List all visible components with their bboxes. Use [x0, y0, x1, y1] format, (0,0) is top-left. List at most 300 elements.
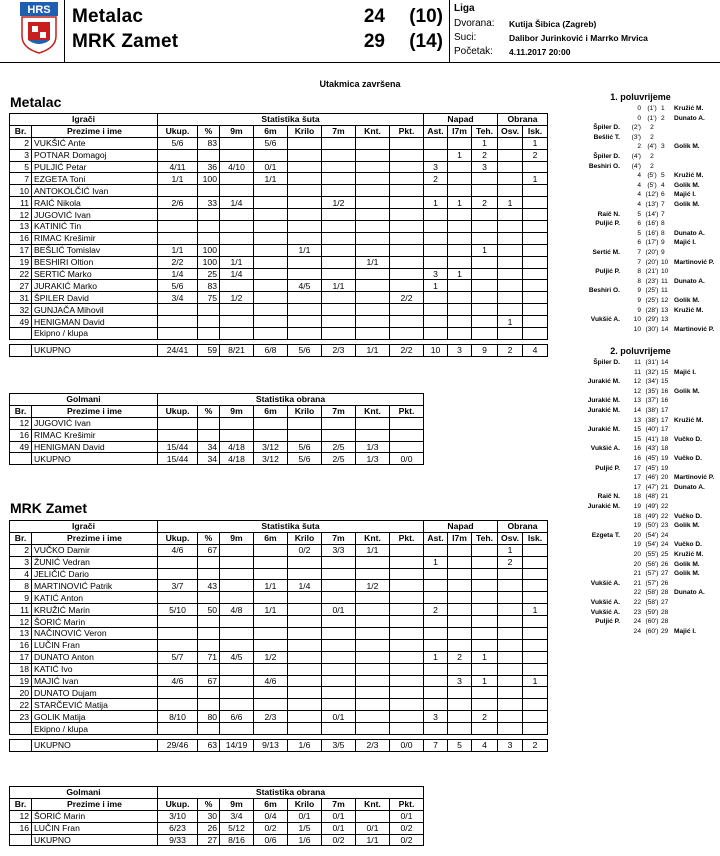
stat-cell — [220, 580, 254, 592]
stat-cell: 3 — [448, 675, 472, 687]
stat-cell — [254, 268, 288, 280]
timeline-entry — [563, 396, 718, 405]
stat-cell — [158, 592, 198, 604]
stat-cell — [198, 639, 220, 651]
stat-cell: 1/1 — [322, 280, 356, 292]
stat-cell — [390, 197, 424, 209]
total-cell: 6/8 — [254, 344, 288, 356]
timeline-entry — [563, 473, 718, 482]
stat-cell — [472, 316, 498, 328]
player-name: MAJIĆ Ivan — [32, 675, 158, 687]
stat-cell: 1/1 — [254, 580, 288, 592]
stat-cell — [220, 544, 254, 556]
stat-cell — [322, 556, 356, 568]
header-players-group: Igrači — [10, 114, 158, 126]
stat-cell — [158, 699, 198, 711]
stat-cell: 27 — [10, 280, 32, 292]
stat-cell: 2 — [472, 197, 498, 209]
stat-cell — [322, 304, 356, 316]
stat-cell — [322, 244, 356, 256]
player-stats-table — [9, 113, 548, 357]
stat-cell — [498, 232, 523, 244]
goalie-stats-table — [9, 786, 424, 846]
away-halftime-score: (14) — [409, 31, 443, 52]
stat-cell — [356, 639, 390, 651]
total-cell: 5/6 — [288, 344, 322, 356]
stat-cell: 4/18 — [220, 441, 254, 453]
stat-cell: 20 — [10, 687, 32, 699]
stat-cell — [288, 268, 322, 280]
away-running-score: 13 — [661, 316, 669, 324]
goal-minute: (25') — [645, 297, 659, 304]
stat-cell: 0/1 — [322, 810, 356, 822]
total-cell: 3/12 — [254, 453, 288, 465]
home-running-score: 7 — [637, 249, 641, 256]
stat-cell — [288, 604, 322, 616]
goal-minute: (1') — [647, 114, 657, 122]
stat-cell: 2 — [10, 137, 32, 149]
stat-cell — [322, 232, 356, 244]
scorer-away: Kružić M. — [674, 172, 704, 180]
home-running-score: 5 — [637, 210, 641, 218]
home-running-score: 22 — [633, 599, 641, 606]
stat-cell — [288, 723, 322, 735]
stat-cell — [322, 699, 356, 711]
home-running-score: 2 — [637, 143, 641, 151]
goal-minute: 2 — [650, 133, 654, 141]
column-header: 9m — [220, 532, 254, 544]
timeline-entry — [563, 569, 718, 578]
stat-cell — [390, 328, 424, 340]
stat-cell: 19 — [10, 675, 32, 687]
scorer-away: Kružić M. — [674, 105, 704, 112]
stat-cell: 1 — [498, 197, 523, 209]
player-name: KRUŽIĆ Marin — [32, 604, 158, 616]
total-cell: 9/33 — [158, 834, 198, 846]
stat-cell — [220, 663, 254, 675]
away-running-score: 2 — [661, 114, 665, 122]
timeline-entry — [563, 531, 718, 540]
stat-cell: 3/7 — [158, 580, 198, 592]
column-header: % — [198, 125, 220, 137]
column-header: Pkt. — [390, 405, 424, 417]
stat-cell — [498, 699, 523, 711]
timeline-entry — [563, 315, 718, 324]
stat-cell: 83 — [198, 280, 220, 292]
stat-cell: 0/1 — [322, 604, 356, 616]
goal-minute: (13') — [645, 201, 659, 208]
stat-cell: 36 — [198, 161, 220, 173]
timeline-entry — [563, 114, 718, 123]
stat-cell — [448, 699, 472, 711]
header-shot-stats: Statistika šuta — [158, 114, 424, 126]
stat-cell — [498, 185, 523, 197]
stat-cell — [523, 185, 548, 197]
total-cell: 0/2 — [322, 834, 356, 846]
stat-cell — [220, 328, 254, 340]
home-running-score: 12 — [633, 387, 641, 395]
stat-cell — [356, 723, 390, 735]
scorer-away: Martinović P. — [674, 474, 715, 482]
stat-cell — [472, 723, 498, 735]
timeline-entry — [563, 267, 718, 276]
stat-cell — [448, 604, 472, 616]
goal-minute: (37') — [645, 397, 659, 405]
away-running-score: 21 — [661, 483, 669, 491]
stat-cell — [448, 687, 472, 699]
total-cell: 3 — [498, 740, 523, 752]
stat-cell — [158, 663, 198, 675]
stat-cell — [220, 185, 254, 197]
timeline-entry — [563, 540, 718, 549]
timeline-entry — [563, 258, 718, 267]
stat-cell — [254, 628, 288, 640]
stat-cell — [220, 137, 254, 149]
scorer-away: Dunato A. — [674, 114, 705, 122]
column-header: 9m — [220, 125, 254, 137]
header-goalies-group: Golmani — [10, 394, 158, 406]
stat-cell — [523, 711, 548, 723]
stat-cell — [448, 568, 472, 580]
stat-cell: 1 — [448, 197, 472, 209]
scorer-away: Dunato A. — [674, 229, 705, 237]
stat-cell — [523, 592, 548, 604]
stat-cell — [288, 417, 322, 429]
stat-cell — [390, 604, 424, 616]
stat-cell: 1/1 — [288, 244, 322, 256]
home-running-score: 20 — [633, 560, 641, 568]
timeline-entry — [563, 377, 718, 386]
stat-cell — [390, 651, 424, 663]
total-cell: 10 — [424, 344, 448, 356]
stat-cell — [390, 441, 424, 453]
scorer-home: Puljić P. — [595, 268, 620, 276]
home-running-score: 6 — [637, 239, 641, 247]
stat-cell — [390, 556, 424, 568]
stat-cell — [198, 556, 220, 568]
stat-cell — [322, 161, 356, 173]
stat-cell — [356, 292, 390, 304]
column-header: Krilo — [288, 125, 322, 137]
scorer-away: Majić I. — [674, 627, 696, 635]
stat-cell — [158, 304, 198, 316]
stat-cell — [356, 316, 390, 328]
away-running-score: 16 — [661, 387, 669, 395]
stat-cell: 1/2 — [220, 292, 254, 304]
timeline-entry — [563, 512, 718, 521]
stat-cell: 50 — [198, 604, 220, 616]
goal-minute: (54') — [645, 531, 659, 539]
stat-cell: 67 — [198, 544, 220, 556]
total-cell — [10, 453, 32, 465]
column-header: Ast. — [424, 125, 448, 137]
stat-cell — [288, 675, 322, 687]
venue-label: Dvorana: — [454, 18, 495, 29]
column-header: Knt. — [356, 798, 390, 810]
goal-minute: (43') — [645, 445, 659, 453]
stat-cell: 1/4 — [158, 268, 198, 280]
player-name: NAČINOVIĆ Veron — [32, 628, 158, 640]
column-header: Krilo — [288, 798, 322, 810]
table-row — [10, 280, 548, 292]
logo-text: HRS — [27, 4, 51, 16]
away-running-score: 8 — [661, 220, 665, 228]
home-running-score: 9 — [637, 297, 641, 304]
column-header: Pkt. — [390, 532, 424, 544]
stat-cell — [390, 616, 424, 628]
stat-cell: 83 — [198, 137, 220, 149]
scorer-home: Jurakić M. — [587, 378, 620, 386]
scorer-home: Jurakić M. — [587, 426, 620, 434]
stat-cell: 1/1 — [254, 173, 288, 185]
total-cell — [10, 740, 32, 752]
total-cell: 1/1 — [356, 344, 390, 356]
goal-minute: (46') — [645, 474, 659, 482]
home-running-score: 14 — [633, 407, 641, 414]
away-running-score: 1 — [661, 105, 665, 112]
home-running-score: 10 — [633, 325, 641, 333]
goal-minute: (20') — [645, 249, 659, 256]
home-halftime-score: (10) — [409, 6, 443, 27]
stat-cell: 1 — [424, 651, 448, 663]
table-row — [10, 822, 424, 834]
stat-cell — [322, 209, 356, 221]
stat-cell — [390, 544, 424, 556]
player-name: JUGOVIĆ Ivan — [32, 209, 158, 221]
header-divider — [449, 0, 450, 62]
stat-cell: 1 — [523, 675, 548, 687]
total-cell: 29/46 — [158, 740, 198, 752]
stat-cell: 12 — [10, 810, 32, 822]
stat-cell — [498, 268, 523, 280]
stat-cell — [498, 209, 523, 221]
stat-cell — [356, 280, 390, 292]
column-header: 7m — [322, 798, 356, 810]
stat-cell: 5/6 — [158, 280, 198, 292]
timeline-entry — [563, 123, 718, 132]
scorer-home: Beshiri O. — [588, 287, 620, 295]
stat-cell: 22 — [10, 268, 32, 280]
home-running-score: 9 — [637, 287, 641, 295]
stat-cell — [220, 232, 254, 244]
stat-cell — [220, 699, 254, 711]
goal-minute: (60') — [645, 627, 659, 635]
column-header: Ast. — [424, 532, 448, 544]
scorer-away: Vučko D. — [674, 455, 702, 462]
away-running-score: 19 — [661, 464, 669, 472]
away-score: 29 — [363, 31, 385, 52]
away-running-score: 27 — [661, 570, 669, 578]
stat-cell — [523, 161, 548, 173]
timeline-entry — [563, 502, 718, 511]
column-header: Pkt. — [390, 798, 424, 810]
stat-cell — [356, 149, 390, 161]
stat-cell — [523, 699, 548, 711]
stat-cell — [322, 137, 356, 149]
header-goalies-group: Golmani — [10, 787, 158, 799]
away-running-score: 28 — [661, 618, 669, 626]
stat-cell — [220, 149, 254, 161]
timeline-entry — [563, 560, 718, 569]
goal-minute: (35') — [645, 387, 659, 395]
stat-cell — [220, 675, 254, 687]
stat-cell: 0/1 — [254, 161, 288, 173]
home-running-score: 15 — [633, 435, 641, 443]
player-name: GOLIK Matija — [32, 711, 158, 723]
table-row — [10, 441, 424, 453]
header-divider — [64, 0, 65, 62]
stat-cell — [472, 328, 498, 340]
player-name: RAIĆ Nikola — [32, 197, 158, 209]
goal-minute: (49') — [645, 503, 659, 510]
table-row — [10, 675, 548, 687]
total-cell: 2 — [523, 740, 548, 752]
away-running-score: 26 — [661, 579, 669, 587]
home-running-score: 17 — [633, 483, 641, 491]
stat-cell — [390, 675, 424, 687]
goal-minute: (50') — [645, 522, 659, 530]
player-name: VUČKO Damir — [32, 544, 158, 556]
stat-cell: 100 — [198, 244, 220, 256]
goal-minute: (30') — [645, 325, 659, 333]
stat-cell — [254, 221, 288, 233]
home-running-score: 24 — [633, 618, 641, 626]
stat-cell — [523, 328, 548, 340]
away-running-score: 18 — [661, 435, 669, 443]
timeline-entry — [563, 210, 718, 219]
stat-cell — [220, 628, 254, 640]
stat-cell — [390, 280, 424, 292]
stat-cell: 3/12 — [254, 441, 288, 453]
stat-cell — [158, 616, 198, 628]
stat-cell — [498, 149, 523, 161]
stat-cell — [472, 304, 498, 316]
stat-cell — [424, 256, 448, 268]
stat-cell — [472, 185, 498, 197]
stat-cell: 6/6 — [220, 711, 254, 723]
stat-cell: 1 — [472, 137, 498, 149]
stat-cell — [254, 232, 288, 244]
goal-minute: (5') — [647, 172, 657, 180]
total-cell: 3 — [448, 344, 472, 356]
total-cell: 1/1 — [356, 834, 390, 846]
home-running-score: 19 — [633, 522, 641, 530]
stat-cell: 22 — [10, 699, 32, 711]
stat-cell — [220, 417, 254, 429]
stat-cell — [523, 580, 548, 592]
stat-cell — [220, 616, 254, 628]
scorer-home: Vukšić A. — [590, 445, 620, 453]
total-cell: 0/0 — [390, 453, 424, 465]
scorer-away: Kružić M. — [674, 306, 704, 314]
home-running-score: 20 — [633, 551, 641, 558]
away-running-score: 8 — [661, 229, 665, 237]
home-running-score: 8 — [637, 268, 641, 276]
stat-cell: 71 — [198, 651, 220, 663]
scorer-away: Golik M. — [674, 570, 700, 578]
stat-cell — [254, 256, 288, 268]
stat-cell — [322, 173, 356, 185]
stat-cell — [472, 256, 498, 268]
column-header: Br. — [10, 532, 32, 544]
scorer-home: Puljić P. — [595, 464, 620, 472]
stat-cell: 4/6 — [158, 544, 198, 556]
total-cell: 2 — [498, 344, 523, 356]
column-header: 7m — [322, 405, 356, 417]
stat-cell — [390, 687, 424, 699]
stat-cell: 2 — [424, 604, 448, 616]
timeline-entry — [563, 219, 718, 228]
total-cell: 9 — [472, 344, 498, 356]
stat-cell — [198, 149, 220, 161]
stat-cell — [472, 568, 498, 580]
stat-cell — [322, 221, 356, 233]
total-cell: 5 — [448, 740, 472, 752]
column-header: Prezime i ime — [32, 125, 158, 137]
home-running-score: 22 — [633, 589, 641, 597]
column-header: Ukup. — [158, 532, 198, 544]
goal-minute: (58') — [645, 599, 659, 606]
table-row — [10, 628, 548, 640]
player-name: PULJIĆ Petar — [32, 161, 158, 173]
stat-cell: 3 — [424, 161, 448, 173]
total-cell: 0/0 — [390, 740, 424, 752]
home-running-score: 11 — [634, 368, 641, 376]
stat-cell: 7 — [10, 173, 32, 185]
stat-cell: 11 — [10, 197, 32, 209]
stat-cell — [254, 185, 288, 197]
stat-cell — [254, 292, 288, 304]
player-name: ANTOKOLČIĆ Ivan — [32, 185, 158, 197]
player-name: KATIĆ Ivo — [32, 663, 158, 675]
scorer-home: Špiler D. — [593, 153, 620, 160]
stat-cell — [523, 256, 548, 268]
stat-cell — [498, 639, 523, 651]
stat-cell — [288, 699, 322, 711]
stat-cell: 67 — [198, 675, 220, 687]
stat-cell: 5/10 — [158, 604, 198, 616]
total-cell: 8/16 — [220, 834, 254, 846]
header-save-stats: Statistika obrana — [158, 787, 424, 799]
total-row — [10, 344, 548, 356]
away-running-score: 17 — [661, 416, 669, 424]
goal-minute: 2 — [650, 162, 654, 170]
scorer-home: Špiler D. — [593, 359, 620, 366]
away-running-score: 14 — [661, 359, 669, 366]
table-row — [10, 556, 548, 568]
scorer-home: Puljić P. — [595, 618, 620, 626]
stat-cell: 100 — [198, 173, 220, 185]
player-name: JELIČIĆ Dario — [32, 568, 158, 580]
scorer-away: Golik M. — [674, 143, 700, 151]
scorer-home: Vukšić A. — [590, 579, 620, 587]
stat-cell — [424, 592, 448, 604]
home-running-score: 0 — [637, 105, 641, 112]
away-running-score: 26 — [661, 560, 669, 568]
away-running-score: 23 — [661, 522, 669, 530]
stat-cell — [198, 628, 220, 640]
column-header: 9m — [220, 405, 254, 417]
home-running-score: 5 — [637, 229, 641, 237]
stat-cell — [390, 316, 424, 328]
stat-cell — [288, 639, 322, 651]
stat-cell — [498, 616, 523, 628]
stat-cell: 1/3 — [356, 441, 390, 453]
scorer-home: Jurakić M. — [587, 407, 620, 414]
stat-cell: 17 — [10, 651, 32, 663]
stat-cell — [448, 544, 472, 556]
match-status: Utakmica završena — [319, 79, 401, 89]
